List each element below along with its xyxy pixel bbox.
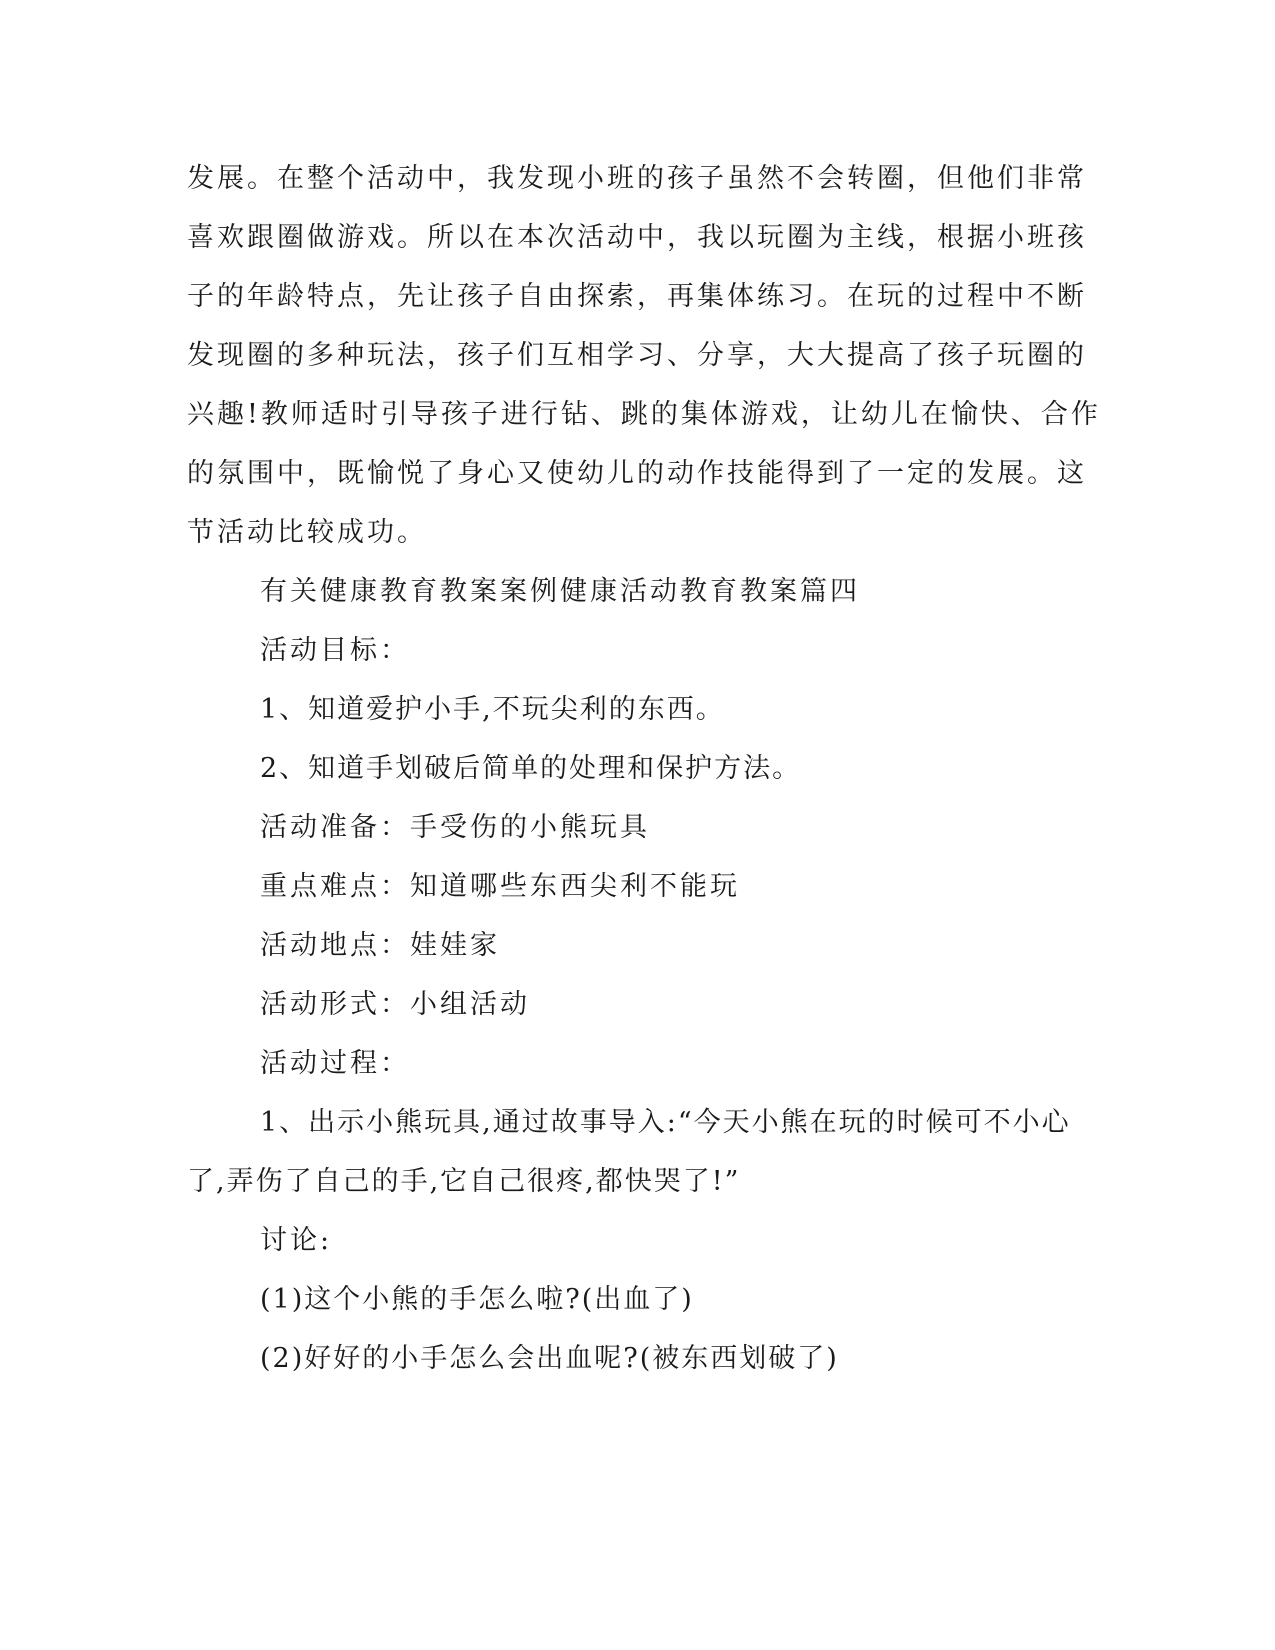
format-line: 活动形式：小组活动: [260, 989, 530, 1020]
step-line: 了,弄伤了自己的手,它自己很疼,都快哭了!”: [187, 1166, 741, 1197]
process-heading: 活动过程：: [260, 1048, 410, 1079]
preparation-line: 活动准备：手受伤的小熊玩具: [260, 812, 650, 843]
goals-heading: 活动目标：: [260, 635, 410, 666]
paragraph-line: 节活动比较成功。: [187, 517, 427, 548]
paragraph-line: 的氛围中，既愉悦了身心又使幼儿的动作技能得到了一定的发展。这: [187, 458, 1087, 489]
question-item: (2)好好的小手怎么会出血呢?(被东西划破了): [260, 1343, 839, 1374]
step-line: 1、出示小熊玩具,通过故事导入:“今天小熊在玩的时候可不小心: [260, 1107, 1071, 1138]
paragraph-line: 发展。在整个活动中，我发现小班的孩子虽然不会转圈，但他们非常: [187, 163, 1087, 194]
key-points-line: 重点难点：知道哪些东西尖利不能玩: [260, 871, 740, 902]
goal-item: 1、知道爱护小手,不玩尖利的东西。: [260, 694, 725, 725]
paragraph-line: 兴趣!教师适时引导孩子进行钻、跳的集体游戏，让幼儿在愉快、合作: [187, 399, 1101, 430]
paragraph-line: 子的年龄特点，先让孩子自由探索，再集体练习。在玩的过程中不断: [187, 281, 1087, 312]
paragraph-line: 发现圈的多种玩法，孩子们互相学习、分享，大大提高了孩子玩圈的: [187, 340, 1087, 371]
section-title: 有关健康教育教案案例健康活动教育教案篇四: [260, 576, 860, 607]
location-line: 活动地点：娃娃家: [260, 930, 500, 961]
paragraph-line: 喜欢跟圈做游戏。所以在本次活动中，我以玩圈为主线，根据小班孩: [187, 222, 1087, 253]
goal-item: 2、知道手划破后简单的处理和保护方法。: [260, 753, 802, 784]
question-item: (1)这个小熊的手怎么啦?(出血了): [260, 1284, 694, 1315]
discussion-heading: 讨论:: [260, 1225, 333, 1256]
